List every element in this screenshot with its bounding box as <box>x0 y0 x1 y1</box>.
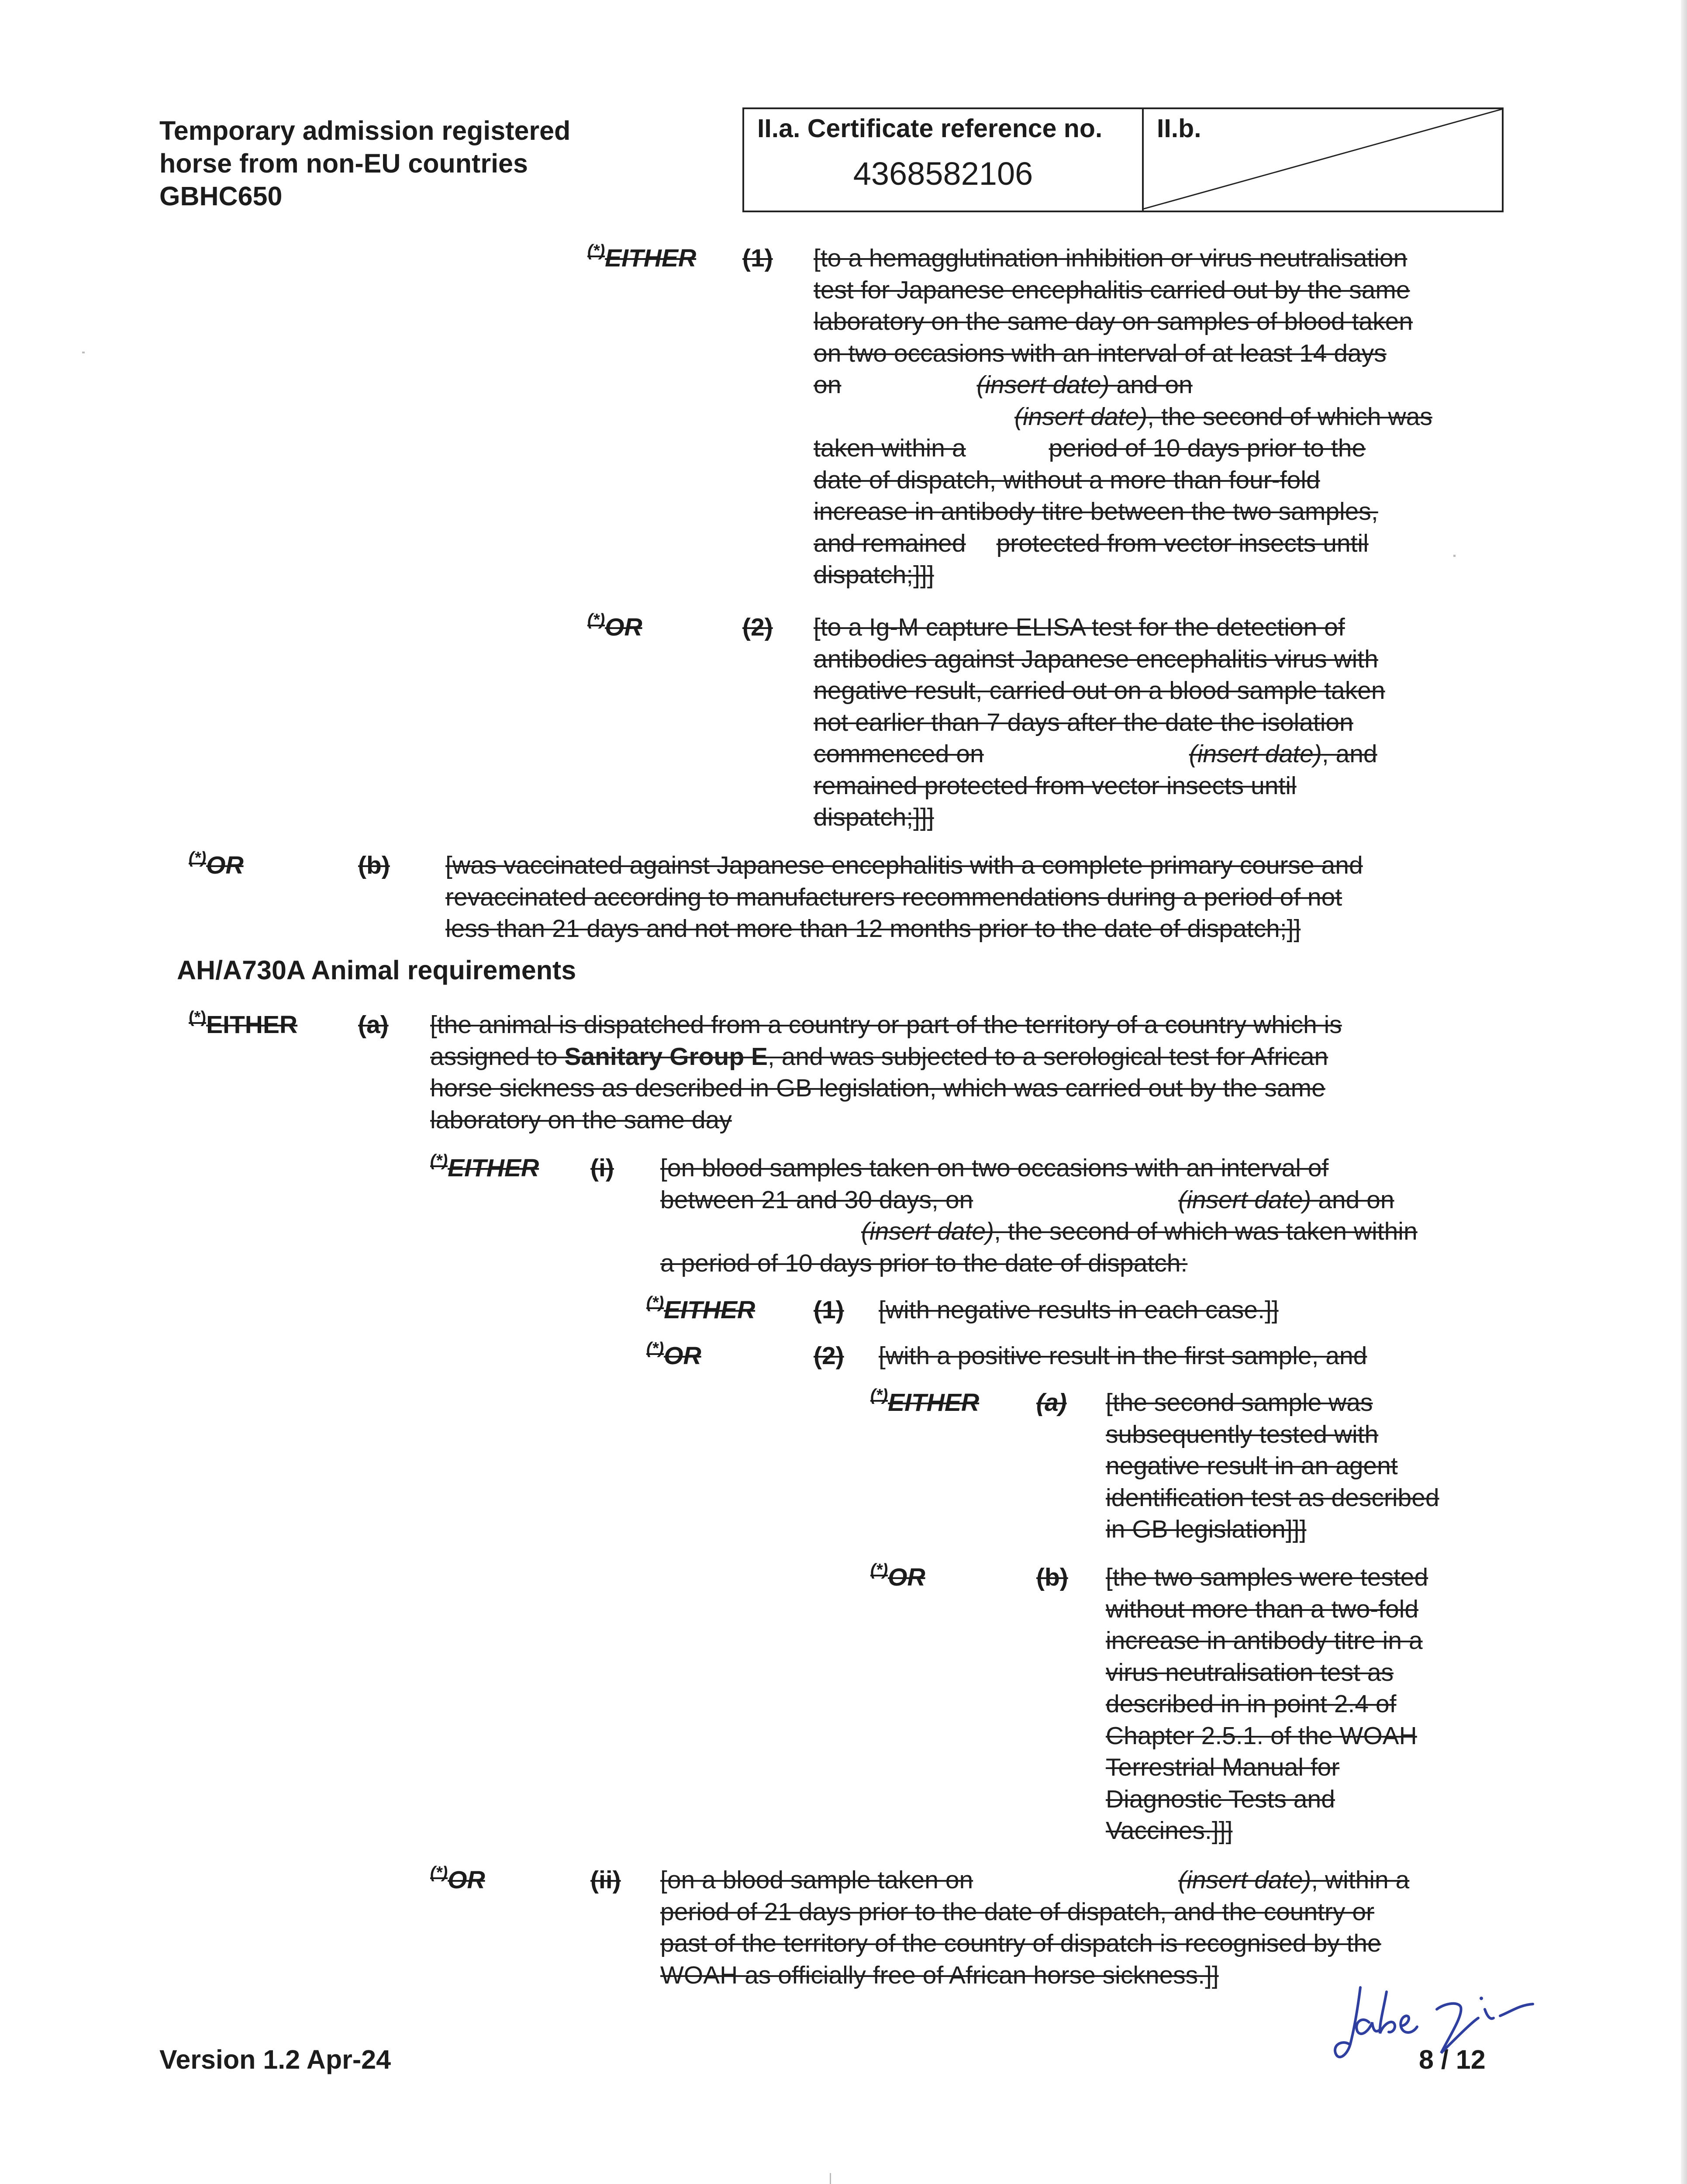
text-line: Diagnostic Tests and <box>1106 1785 1335 1813</box>
text-line: [the animal is dispatched from a country or part of the territory of a country which is <box>430 1011 1342 1039</box>
certificate-reference-box <box>742 107 1504 212</box>
text-line: [was vaccinated against Japanese encephalitis with a complete primary course and <box>445 851 1363 879</box>
condition-either-i: (*)EITHER <box>430 1151 539 1182</box>
condition-or-b: (*)OR <box>189 849 244 879</box>
item-mark-b: (b) <box>358 851 390 879</box>
text-line: [to a hemagglutination inhibition or virus neutralisation <box>814 244 1408 272</box>
text-line: on two occasions with an interval of at least 14 days <box>814 339 1387 367</box>
item-ii-text <box>660 1864 1490 1991</box>
text-line: date of dispatch, without a more than four-fold <box>814 466 1320 494</box>
item-mark-n1: (1) <box>814 1296 844 1324</box>
text-line: negative result, carried out on a blood sample taken <box>814 677 1385 705</box>
text-line: [the second sample was <box>1106 1389 1373 1417</box>
condition-or-ii: (*)OR <box>430 1863 485 1894</box>
title-line-1: Temporary admission registered <box>159 116 571 145</box>
condition-or-n2: (*)OR <box>646 1339 701 1370</box>
condition-either-a: (*)EITHER <box>189 1008 298 1039</box>
text-line: subsequently tested with <box>1106 1420 1379 1448</box>
text-line: Terrestrial Manual for <box>1106 1753 1340 1781</box>
scan-speck <box>82 352 85 353</box>
text-line: between 21 and 30 days, on (insert date) and on <box>660 1185 1394 1214</box>
condition-either-n1: (*)EITHER <box>646 1293 756 1324</box>
text-line: horse sickness as described in GB legislation, which was carried out by the same <box>430 1074 1325 1102</box>
item-mark-i: (i) <box>590 1154 614 1182</box>
text-line: taken within a period of 10 days prior to the <box>814 434 1366 462</box>
text-line: WOAH as officially free of African horse sickness.]] <box>660 1961 1219 1989</box>
text-line: revaccinated according to manufacturers recommendations during a period of not <box>445 883 1342 911</box>
text-line: [the two samples were tested <box>1106 1563 1428 1591</box>
item-sb-text <box>1106 1562 1499 1847</box>
item-a-text <box>430 1009 1500 1136</box>
item-n2-text: [with a positive result in the first sample, and <box>879 1342 1367 1370</box>
text-line: described in in point 2.4 of <box>1106 1690 1397 1718</box>
text-line: and remained protected from vector insects until <box>814 529 1369 557</box>
text-line: laboratory on the same day <box>430 1106 732 1134</box>
text-line: (insert date), the second of which was <box>1014 402 1432 431</box>
text-line: dispatch;]]] <box>814 803 934 831</box>
item-mark-1: (1) <box>742 244 773 272</box>
diagonal-line-icon <box>1144 109 1502 211</box>
text-line: commenced on (insert date), and <box>814 740 1377 768</box>
item-1-text <box>814 242 1495 591</box>
text-line: virus neutralisation test as <box>1106 1658 1394 1686</box>
item-b-text <box>445 850 1494 945</box>
text-line: [on blood samples taken on two occasions with an interval of <box>660 1154 1329 1182</box>
section-heading: AH/A730A Animal requirements <box>177 955 576 985</box>
item-i-text <box>660 1152 1490 1279</box>
title-line-2: horse from non-EU countries <box>159 149 528 178</box>
text-line: (insert date), the second of which was taken within <box>861 1217 1418 1245</box>
condition-or-sb: (*)OR <box>870 1561 925 1591</box>
certificate-title <box>159 114 640 213</box>
text-line: increase in antibody titre in a <box>1106 1627 1423 1655</box>
text-line: Vaccines.]]] <box>1106 1817 1233 1845</box>
text-line: antibodies against Japanese encephalitis virus with <box>814 645 1378 673</box>
item-mark-2: (2) <box>742 613 773 641</box>
page-number: 8 / 12 <box>1419 2045 1486 2074</box>
text-line: laboratory on the same day on samples of blood taken <box>814 308 1413 335</box>
scan-speck <box>1453 555 1456 557</box>
signature-icon <box>1328 1974 1590 2070</box>
reference-number: 4368582106 <box>853 156 1033 192</box>
item-sa-text <box>1106 1387 1499 1545</box>
item-n1-text: [with negative results in each case.]] <box>879 1296 1279 1324</box>
text-line: increase in antibody titre between the two samples, <box>814 498 1378 525</box>
text-line: [on a blood sample taken on (insert date), within a <box>660 1866 1410 1894</box>
condition-either-1: (*)EITHER <box>587 242 697 272</box>
title-line-3: GBHC650 <box>159 181 283 211</box>
text-line: negative result in an agent <box>1106 1452 1398 1480</box>
text-line: dispatch;]]] <box>814 561 934 589</box>
item-2-text <box>814 612 1495 833</box>
text-line: past of the territory of the country of dispatch is recognised by the <box>660 1929 1381 1957</box>
item-mark-sa: (a) <box>1036 1389 1067 1417</box>
text-line: [to a Ig-M capture ELISA test for the detection of <box>814 613 1345 641</box>
version-label: Version 1.2 Apr-24 <box>159 2045 391 2074</box>
text-line: not earlier than 7 days after the date the isolation <box>814 708 1353 736</box>
text-line: without more than a two-fold <box>1106 1595 1419 1623</box>
text-line: in GB legislation]]] <box>1106 1515 1307 1543</box>
iib-label: II.b. <box>1157 114 1201 143</box>
page-edge-shadow <box>1681 0 1687 2184</box>
text-line: Chapter 2.5.1. of the WOAH <box>1106 1721 1417 1750</box>
text-line: a period of 10 days prior to the date of dispatch: <box>660 1249 1188 1277</box>
text-line: period of 21 days prior to the date of dispatch, and the country or <box>660 1897 1375 1926</box>
text-line: less than 21 days and not more than 12 months prior to the date of dispatch;]] <box>445 915 1301 943</box>
text-line: remained protected from vector insects until <box>814 771 1297 800</box>
text-line: assigned to Sanitary Group E, and was subjected to a serological test for African <box>430 1042 1328 1071</box>
item-mark-a: (a) <box>358 1011 389 1039</box>
condition-either-sa: (*)EITHER <box>870 1386 980 1417</box>
item-mark-sb: (b) <box>1036 1563 1068 1591</box>
text-line: on (insert date) and on <box>814 371 1193 399</box>
condition-or-2: (*)OR <box>587 611 642 641</box>
item-mark-ii: (ii) <box>590 1866 621 1894</box>
scan-speck <box>830 2173 831 2184</box>
reference-label: II.a. Certificate reference no. <box>757 114 1103 143</box>
text-line: identification test as described <box>1106 1483 1439 1512</box>
item-mark-n2: (2) <box>814 1342 844 1370</box>
text-line: test for Japanese encephalitis carried out by the same <box>814 276 1410 304</box>
reference-cell <box>744 109 1144 211</box>
